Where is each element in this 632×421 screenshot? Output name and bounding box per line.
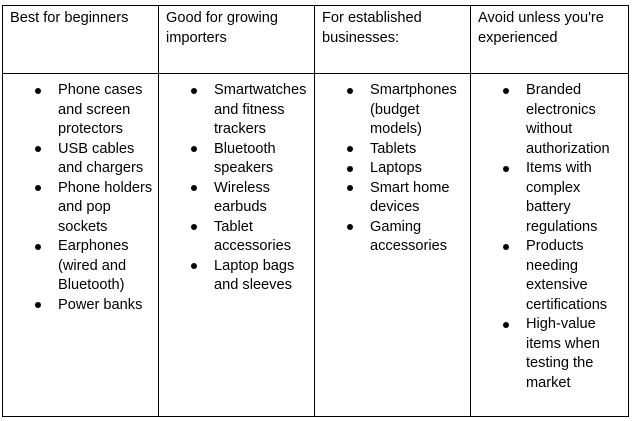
list-item: Laptops bbox=[370, 159, 466, 179]
product-category-table bbox=[2, 5, 629, 417]
content-row bbox=[3, 74, 629, 417]
list-item: Power banks bbox=[58, 296, 154, 316]
list-item: Phone cases and screen protectors bbox=[58, 81, 154, 140]
list-item: Tablets bbox=[370, 140, 466, 160]
header-for-established-businesses: For established businesses: bbox=[315, 6, 471, 74]
header-good-for-growing-importers: Good for growing importers bbox=[159, 6, 315, 74]
header-avoid-unless-experienced: Avoid unless you're experienced bbox=[471, 6, 629, 74]
list-item: High-value items when testing the market bbox=[526, 315, 624, 393]
growing-importers-cell bbox=[159, 74, 315, 417]
list-item: Smart home devices bbox=[370, 179, 466, 218]
beginners-cell bbox=[3, 74, 159, 417]
list-item: USB cables and chargers bbox=[58, 140, 154, 179]
list-item: Products needing extensive certifications bbox=[526, 237, 624, 315]
list-item: Gaming accessories bbox=[370, 218, 466, 257]
established-businesses-list bbox=[315, 81, 466, 257]
list-item: Smartwatches and fitness trackers bbox=[214, 81, 310, 140]
list-item: Smartphones (budget models) bbox=[370, 81, 466, 140]
list-item: Bluetooth speakers bbox=[214, 140, 310, 179]
avoid-cell bbox=[471, 74, 629, 417]
header-best-for-beginners: Best for beginners bbox=[3, 6, 159, 74]
established-businesses-cell bbox=[315, 74, 471, 417]
list-item: Laptop bags and sleeves bbox=[214, 257, 310, 296]
list-item: Items with complex battery regulations bbox=[526, 159, 624, 237]
growing-importers-list bbox=[159, 81, 310, 296]
list-item: Phone holders and pop sockets bbox=[58, 179, 154, 238]
avoid-list bbox=[471, 81, 624, 393]
header-row bbox=[3, 6, 629, 74]
beginners-list bbox=[3, 81, 154, 315]
list-item: Branded electronics without authorization bbox=[526, 81, 624, 159]
list-item: Earphones (wired and Bluetooth) bbox=[58, 237, 154, 296]
list-item: Tablet accessories bbox=[214, 218, 310, 257]
list-item: Wireless earbuds bbox=[214, 179, 310, 218]
